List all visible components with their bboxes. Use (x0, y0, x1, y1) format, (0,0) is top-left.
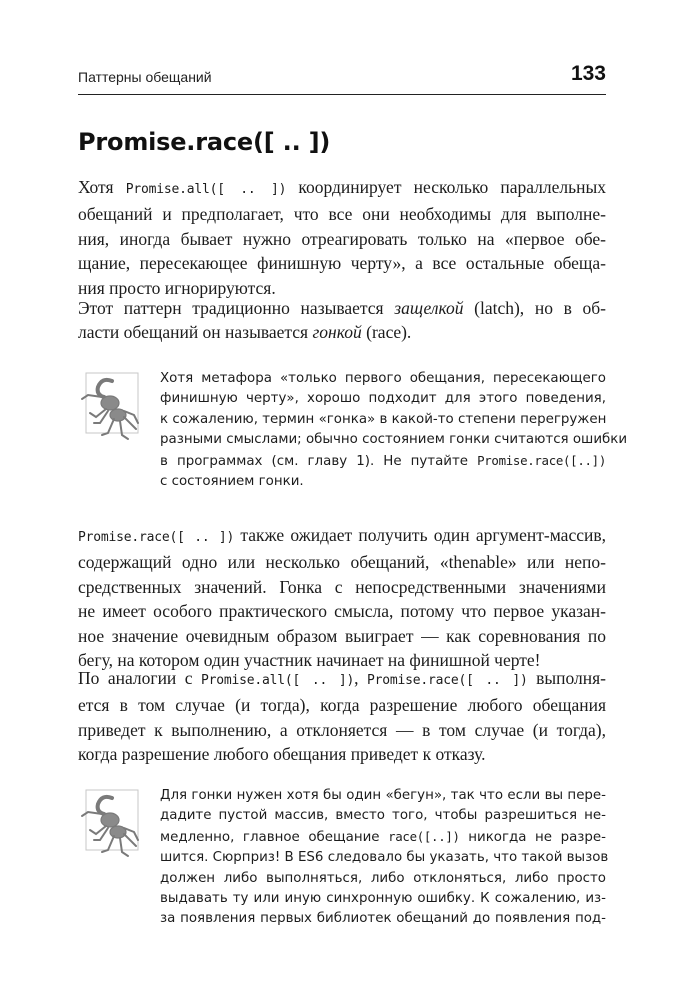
paragraph-line: ное значение очевидным образом выиграет — как соревнования по (78, 625, 606, 646)
paragraph-line: ния, иногда бывает нужно отреагировать только на «первое обе- (78, 228, 606, 249)
inline-code: Promise.race([ .. ]) (78, 530, 235, 545)
note-line: финишную черту», хорошо подходит для этого поведения, (160, 391, 606, 407)
note-line: с состоянием гонки. (160, 474, 304, 490)
note-line: Для гонки нужен хотя бы один «бегун», так что если вы пере- (160, 788, 606, 803)
note-line: разными смыслами; обычно состоянием гонки считаются ошибки (160, 432, 628, 448)
paragraph-line: приведет к выполнению, а отклоняется — в том случае (и тогда), (78, 719, 606, 740)
inline-code: Promise.all([ .. ]) (201, 673, 355, 688)
inline-code: Promise.all([ .. ]) (125, 182, 287, 197)
inline-code: race([..]) (388, 828, 460, 844)
paragraph-4 (78, 666, 606, 767)
section-title: Promise.race([ .. ]) (78, 128, 331, 156)
paragraph-line: Хотя Promise.all([ .. ]) координирует несколько параллельных (78, 177, 606, 197)
note-2 (160, 786, 609, 930)
paragraph-line: ется в том случае (и тогда), когда разрешение любого обещания (78, 695, 606, 716)
paragraph-line: По аналогии с Promise.all([ .. ]), Promise.race([ .. ]) выполня- (78, 668, 606, 688)
paragraph-1 (78, 175, 606, 300)
page-number: 133 (570, 62, 606, 85)
note-line: должен либо выполняться, либо отклоняться, либо просто (160, 870, 606, 886)
note-line: медленно, главное обещание race([..]) никогда не разре- (160, 828, 606, 845)
emphasis: гонкой (312, 322, 362, 343)
note-line: шится. Сюрприз! В ES6 следовало бы указать, что такой вызов (160, 850, 609, 866)
note-line: за появления первых библиотек обещаний до появления под- (160, 911, 606, 927)
note-line: в программах (см. главу 1). Не путайте Promise.race([..]) (160, 452, 606, 469)
paragraph-line: не имеет особого практического смысла, потому что первое указан- (78, 601, 606, 622)
scorpion-icon (78, 371, 142, 443)
page-header (78, 62, 606, 95)
note-line: Хотя метафора «только первого обещания, пересекающего (160, 371, 606, 386)
paragraph-line: содержащий одно или несколько обещаний, «thenable» или непо- (78, 552, 606, 573)
note-line: к сожалению, термин «гонка» в какой-то степени перегружен (160, 411, 607, 427)
inline-code: Promise.race([ .. ]) (366, 673, 528, 688)
scorpion-icon (78, 788, 142, 860)
paragraph-3 (78, 523, 606, 672)
paragraph-line: бегу, на котором один участник начинает на финишной черте! (78, 650, 541, 671)
paragraph-line: щание, пересекающее финишную черту», а все остальные обеща- (78, 253, 606, 274)
emphasis: защелкой (394, 298, 464, 318)
paragraph-line: Promise.race([ .. ]) также ожидает получить один аргумент-массив, (78, 525, 606, 545)
paragraph-line: ния просто игнорируются. (78, 277, 276, 298)
paragraph-line: Этот паттерн традиционно называется защелкой (latch), но в об- (78, 298, 606, 318)
inline-code: Promise.race([..]) (477, 452, 606, 468)
paragraph-line: средственных значений. Гонка с непосредственными значениями (78, 576, 606, 597)
paragraph-line: ласти обещаний он называется гонкой (race). (78, 322, 412, 343)
running-head: Паттерны обещаний (78, 69, 212, 85)
note-1 (160, 369, 628, 492)
paragraph-line: обещаний и предполагает, что все они необходимы для выполне- (78, 204, 606, 225)
paragraph-2 (78, 296, 606, 345)
note-line: выдавать ту или иную синхронную ошибку. К сожалению, из- (160, 891, 606, 907)
paragraph-line: когда разрешение любого обещания приведет к отказу. (78, 744, 486, 765)
note-line: дадите пустой массив, вместо того, чтобы разрешиться не- (160, 808, 606, 824)
